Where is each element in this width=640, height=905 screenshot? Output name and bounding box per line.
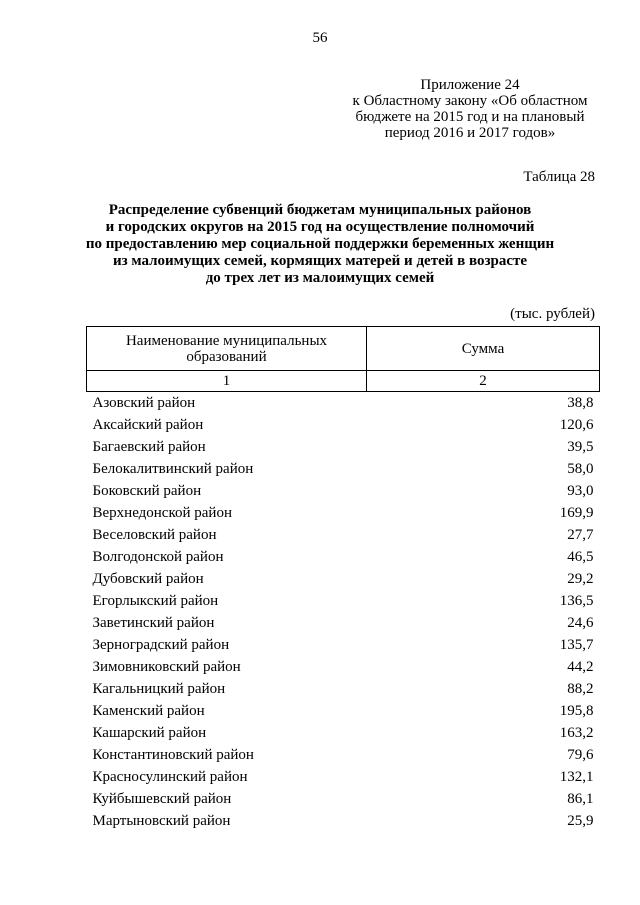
table-row xyxy=(87,590,600,612)
table-header-row xyxy=(87,327,600,371)
units-label: (тыс. рублей) xyxy=(510,306,595,322)
appendix-line: к Областному закону «Об областном xyxy=(352,93,588,109)
subvention-amount: 195,8 xyxy=(559,703,594,719)
title-line: из малоимущих семей, кормящих матерей и детей в возрасте xyxy=(112,253,528,269)
municipality-name: Азовский район xyxy=(92,395,196,411)
appendix-note xyxy=(340,77,600,141)
header-sum: Сумма xyxy=(367,327,600,371)
subvention-amount: 25,9 xyxy=(567,813,594,829)
municipality-name: Аксайский район xyxy=(92,417,204,433)
subvention-amount: 39,5 xyxy=(567,439,594,455)
title-line: до трех лет из малоимущих семей xyxy=(205,270,435,286)
municipality-name: Константиновский район xyxy=(92,747,254,763)
subvention-amount: 29,2 xyxy=(567,571,594,587)
municipality-name: Красносулинский район xyxy=(92,769,248,785)
municipality-name: Боковский район xyxy=(92,483,202,499)
table-row xyxy=(87,392,600,415)
table-row xyxy=(87,568,600,590)
subvention-amount: 135,7 xyxy=(559,637,594,653)
table-row xyxy=(87,480,600,502)
municipality-name: Каменский район xyxy=(92,703,205,719)
subvention-amount: 163,2 xyxy=(559,725,594,741)
subvention-amount: 44,2 xyxy=(567,659,594,675)
header-name-line: Наименование муниципальных xyxy=(125,332,328,349)
municipality-name: Зерноградский район xyxy=(92,637,230,653)
subvention-amount: 169,9 xyxy=(559,505,594,521)
table-row xyxy=(87,458,600,480)
table-row xyxy=(87,546,600,568)
subvention-amount: 58,0 xyxy=(567,461,594,477)
subvention-amount: 46,5 xyxy=(567,549,594,565)
municipality-name: Кашарский район xyxy=(92,725,207,741)
column-index-2: 2 xyxy=(367,371,600,392)
header-name-line: образований xyxy=(186,348,267,365)
table-row xyxy=(87,502,600,524)
table-row xyxy=(87,414,600,436)
table-body xyxy=(87,392,600,833)
table-row xyxy=(87,678,600,700)
municipality-name: Куйбышевский район xyxy=(92,791,232,807)
table-label: Таблица 28 xyxy=(523,169,595,185)
table-row xyxy=(87,722,600,744)
subvention-amount: 79,6 xyxy=(567,747,594,763)
subvention-amount: 86,1 xyxy=(567,791,594,807)
subvention-amount: 27,7 xyxy=(567,527,594,543)
subvention-amount: 136,5 xyxy=(559,593,594,609)
table-row xyxy=(87,744,600,766)
municipality-name: Заветинский район xyxy=(92,615,215,631)
header-municipality xyxy=(87,327,367,371)
subvention-amount: 38,8 xyxy=(567,395,594,411)
municipality-name: Мартыновский район xyxy=(92,813,231,829)
page-number: 56 xyxy=(312,30,328,46)
subvention-table xyxy=(86,326,600,832)
document-title xyxy=(60,202,580,287)
municipality-name: Кагальницкий район xyxy=(92,681,226,697)
municipality-name: Верхнедонской район xyxy=(92,505,232,521)
municipality-name: Зимовниковский район xyxy=(92,659,241,675)
municipality-name: Веселовский район xyxy=(92,527,217,543)
title-line: и городских округов на 2015 год на осуществление полномочий xyxy=(105,219,535,235)
appendix-line: бюджете на 2015 год и на плановый xyxy=(355,109,585,125)
title-line: Распределение субвенций бюджетам муниципальных районов xyxy=(108,202,532,218)
municipality-name: Дубовский район xyxy=(92,571,204,587)
appendix-line: Приложение 24 xyxy=(420,77,520,93)
municipality-name: Егорлыкский район xyxy=(92,593,219,609)
column-index-1: 1 xyxy=(87,371,367,392)
table-row xyxy=(87,656,600,678)
table-row xyxy=(87,612,600,634)
table-row xyxy=(87,810,600,832)
table-row xyxy=(87,788,600,810)
municipality-name: Белокалитвинский район xyxy=(92,461,254,477)
municipality-name: Волгодонской район xyxy=(92,549,224,565)
table-row xyxy=(87,436,600,458)
table-index-row xyxy=(87,371,600,392)
subvention-amount: 120,6 xyxy=(559,417,594,433)
table-row xyxy=(87,634,600,656)
table-row xyxy=(87,700,600,722)
table-row xyxy=(87,524,600,546)
municipality-name: Багаевский район xyxy=(92,439,206,455)
title-line: по предоставлению мер социальной поддержки беременных женщин xyxy=(85,236,555,252)
appendix-line: период 2016 и 2017 годов» xyxy=(384,125,556,141)
table-row xyxy=(87,766,600,788)
subvention-amount: 132,1 xyxy=(559,769,594,785)
subvention-amount: 88,2 xyxy=(567,681,594,697)
subvention-amount: 24,6 xyxy=(567,615,594,631)
subvention-amount: 93,0 xyxy=(567,483,594,499)
